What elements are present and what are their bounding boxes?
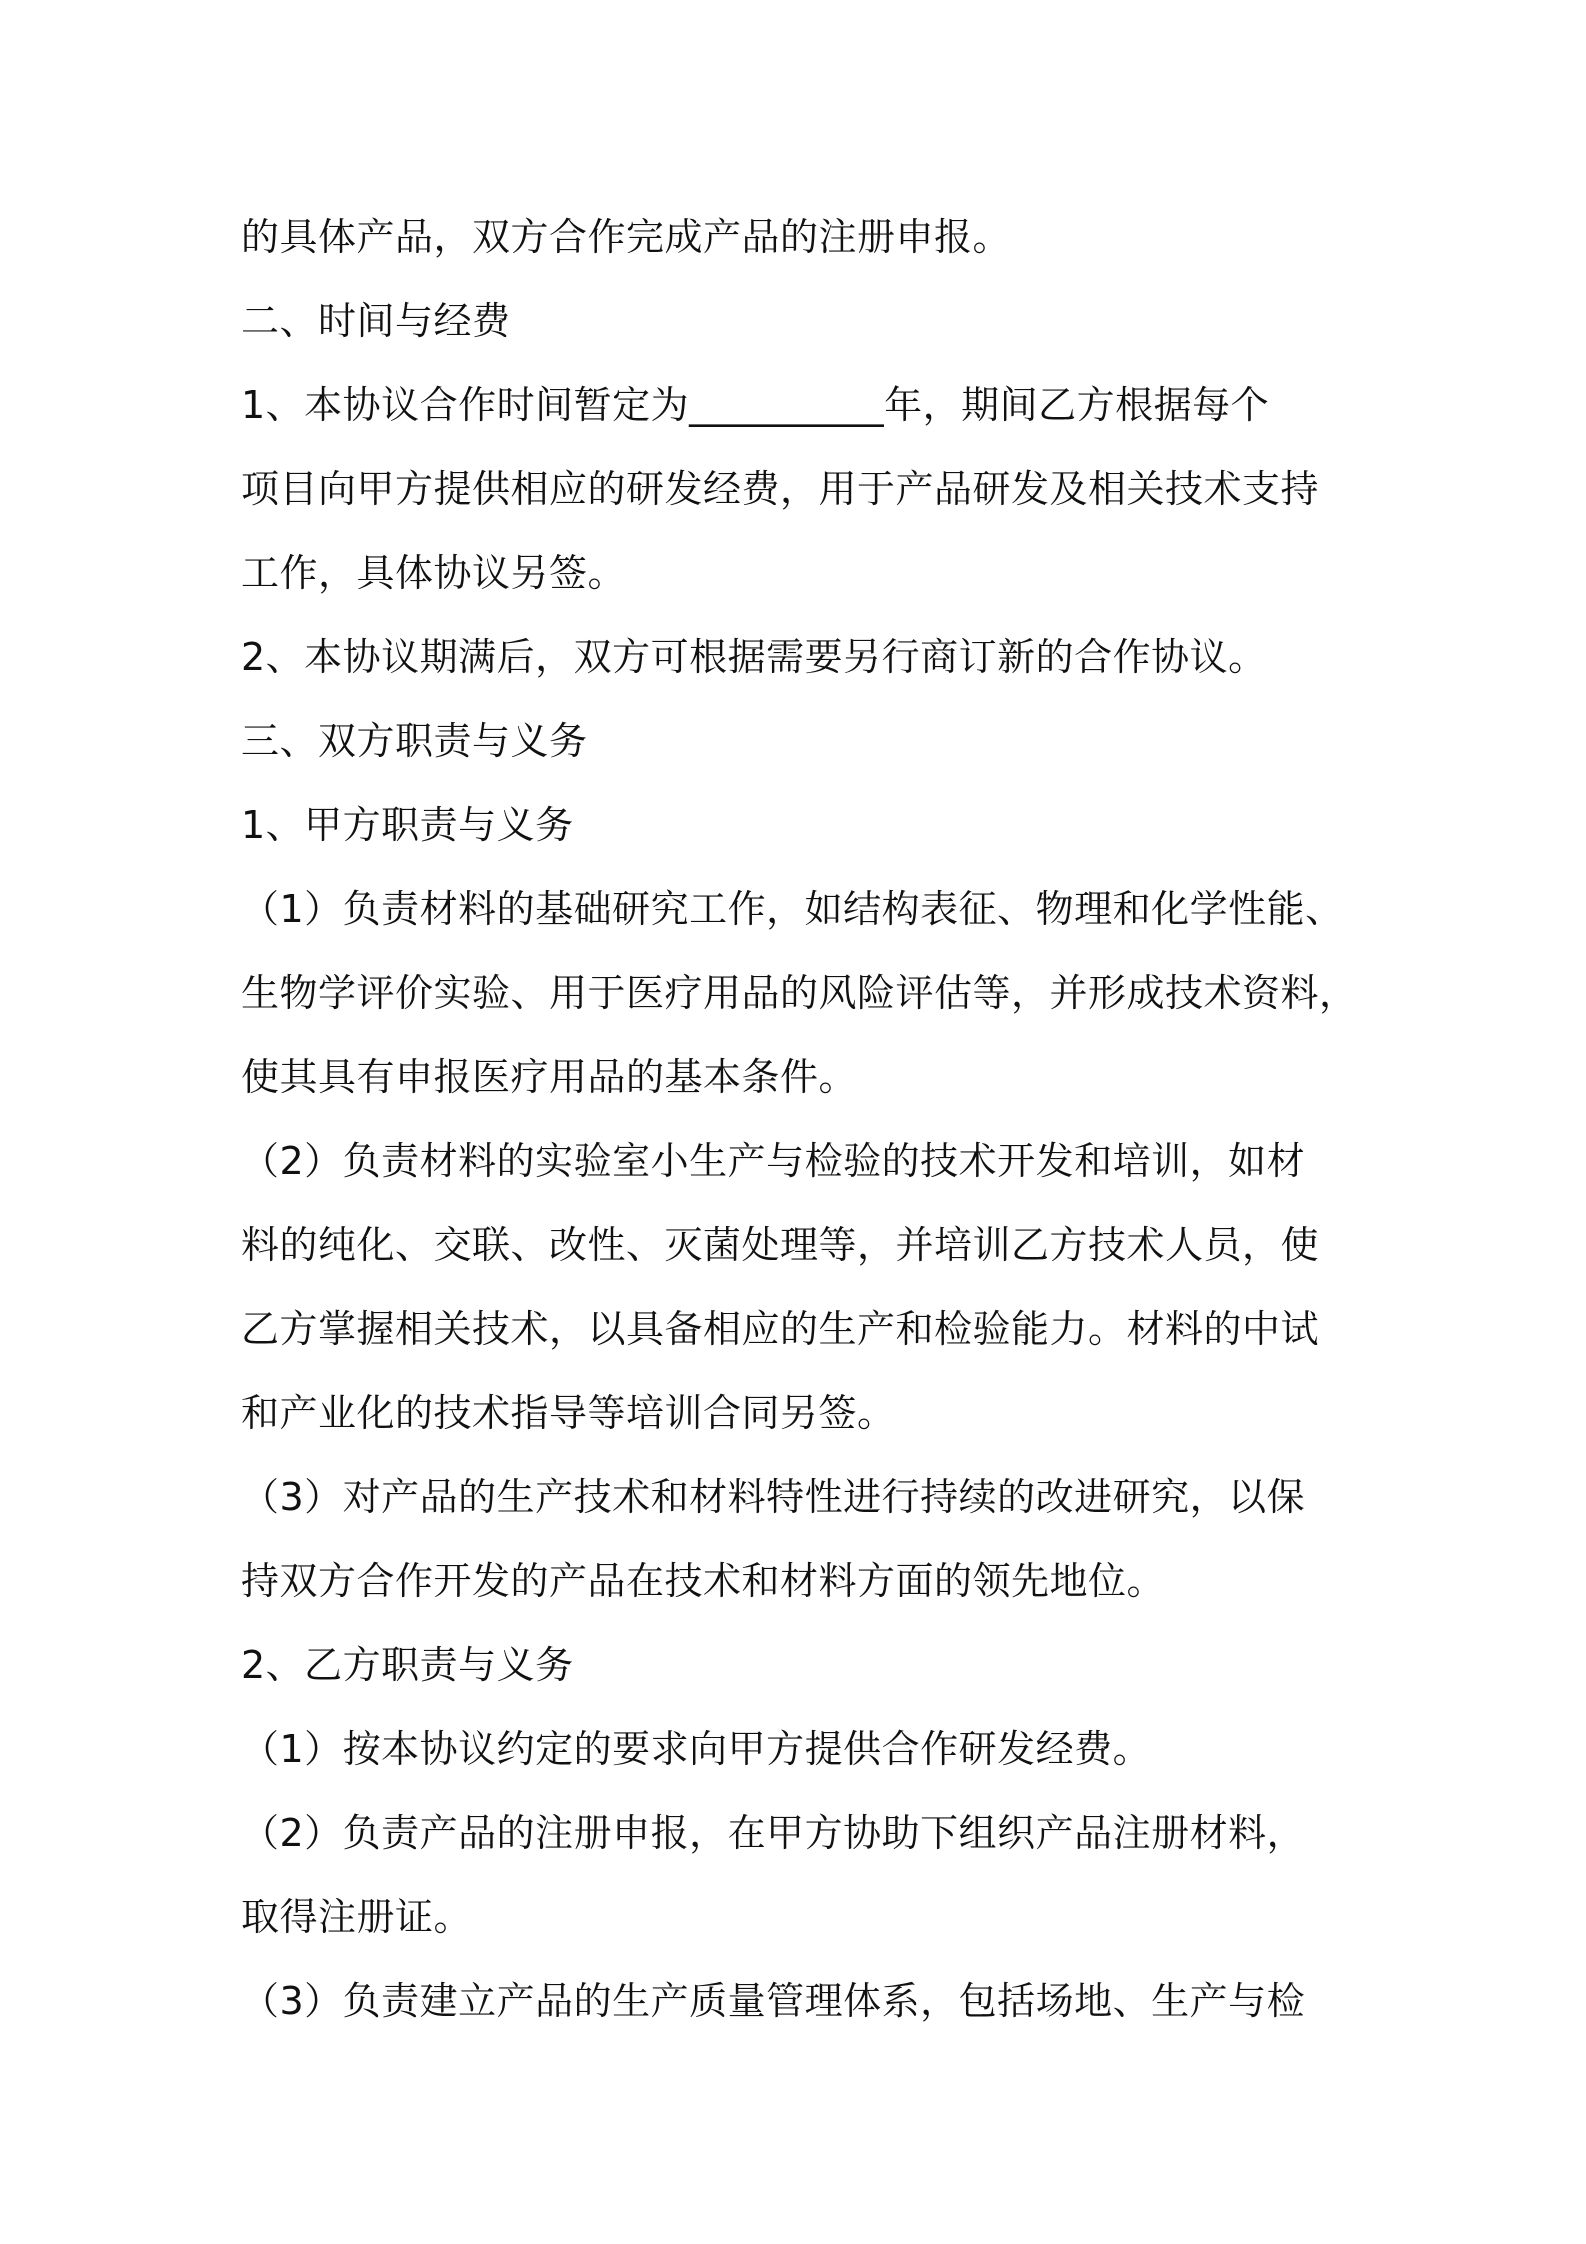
text-line: （2）负责材料的实验室小生产与检验的技术开发和培训，如材 (241, 1139, 1306, 1183)
text-line: 的具体产品，双方合作完成产品的注册申报。 (241, 215, 1012, 259)
text-line: （1）按本协议约定的要求向甲方提供合作研发经费。 (241, 1727, 1152, 1771)
text-line: 使其具有申报医疗用品的基本条件。 (241, 1055, 858, 1099)
text-line: （2）负责产品的注册申报，在甲方协助下组织产品注册材料， (241, 1811, 1306, 1855)
text-line: 项目向甲方提供相应的研发经费，用于产品研发及相关技术支持 (241, 467, 1320, 511)
text-line: 1、本协议合作时间暂定为__________年，期间乙方根据每个 (241, 383, 1270, 427)
text-line: 和产业化的技术指导等培训合同另签。 (241, 1391, 896, 1435)
text-line: （3）对产品的生产技术和材料特性进行持续的改进研究，以保 (241, 1475, 1306, 1519)
text-line: （3）负责建立产品的生产质量管理体系，包括场地、生产与检 (241, 1979, 1306, 2023)
document-body (241, 195, 1371, 2043)
text-line: 持双方合作开发的产品在技术和材料方面的领先地位。 (241, 1559, 1166, 1603)
text-line: 生物学评价实验、用于医疗用品的风险评估等，并形成技术资料， (241, 971, 1358, 1015)
text-line: 工作，具体协议另签。 (241, 551, 627, 595)
text-line: 2、本协议期满后，双方可根据需要另行商订新的合作协议。 (241, 635, 1267, 679)
text-line: 料的纯化、交联、改性、灭菌处理等，并培训乙方技术人员，使 (241, 1223, 1320, 1267)
text-line: 乙方掌握相关技术，以具备相应的生产和检验能力。材料的中试 (241, 1307, 1320, 1351)
subsection-heading: 1、甲方职责与义务 (241, 803, 574, 847)
subsection-heading: 2、乙方职责与义务 (241, 1643, 574, 1687)
section-heading: 二、时间与经费 (241, 299, 511, 343)
section-heading: 三、双方职责与义务 (241, 719, 588, 763)
text-line: （1）负责材料的基础研究工作，如结构表征、物理和化学性能、 (241, 887, 1344, 931)
text-line: 取得注册证。 (241, 1895, 473, 1939)
